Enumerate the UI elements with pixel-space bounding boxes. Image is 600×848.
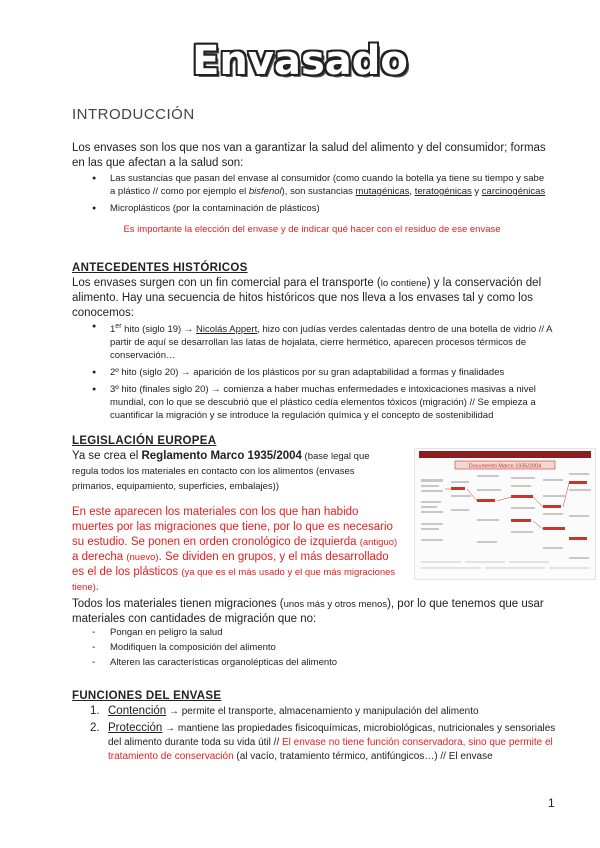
- page-number: 1: [548, 796, 555, 810]
- list-item: - Modifiquen la composición del alimento: [92, 641, 552, 654]
- hitos-list: [92, 320, 552, 426]
- funciones-list: [90, 704, 560, 766]
- section-heading-antecedentes: ANTECEDENTES HISTÓRICOS: [72, 262, 248, 274]
- list-item: ● 2º hito (siglo 20) → aparición de los plásticos por su gran adaptabilidad a formas y finalidades: [92, 366, 552, 379]
- diagram-title: Documento Marco 1935/2004: [468, 463, 542, 470]
- legislacion-red-paragraph: En este aparecen los materiales con los que han habido muertes por las migraciones que tiene, por lo que es necesario su estudio. Se ponen en orden cronológico de izquierda (antiguo) a derecha (nuevo). Se dividen en grupos, y el más desarrollado es el de los plásticos (ya que es el más usado y el que más migraciones tiene).: [72, 506, 398, 593]
- list-item: - Alteren las características organolépticas del alimento: [92, 656, 552, 669]
- list-item: ● Las sustancias que pasan del envase al consumidor (como cuando la botella ya tiene su tiempo y sabe a plástico // como por ejemplo el bisfenol), son sustancias mutagénicas, teratogénicas y carcinogénicas: [92, 172, 552, 198]
- section-heading-funciones: FUNCIONES DEL ENVASE: [72, 690, 222, 702]
- intro-highlight: Es importante la elección del envase y de indicar qué hacer con el residuo de ese envase: [123, 224, 501, 235]
- list-item: 2. Protección → mantiene las propiedades fisicoquímicas, microbiológicas, nutricionales y sensoriales del alimento durante toda su vida útil // El envase no tiene función conservadora, sino que permite el tratamiento de conservación (al vacío, tratamiento térmico, antifúngicos…) // El envase: [90, 722, 556, 762]
- intro-bullets: [92, 172, 552, 219]
- page-title: Envasado: [192, 38, 408, 84]
- migracion-conditions-list: [92, 626, 552, 671]
- migraciones-paragraph: Todos los materiales tienen migraciones (unos más y otros menos), por lo que tenemos que usar materiales con cantidades de migración que no:: [72, 598, 544, 625]
- regulation-diagram-thumbnail: [414, 448, 596, 580]
- intro-paragraph: Los envases son los que nos van a garantizar la salud del alimento y del consumidor; formas en las que afectan a la salud son:: [72, 142, 546, 169]
- list-item: ● 3º hito (finales siglo 20) → comienza a haber muchas enfermedades e intoxicaciones masivas a nivel mundial, con lo que se descubrió que el plástico cedía elementos tóxicos (migración) // Se empieza a cuantificar la migración y se introduce la regulación química y el concepto de sostenibilidad: [92, 383, 552, 422]
- list-item: ● Microplásticos (por la contaminación de plásticos): [92, 202, 552, 215]
- list-item: 1. Contención → permite el transporte, almacenamiento y manipulación del alimento: [90, 705, 479, 717]
- diagram-image: [415, 449, 595, 579]
- intro-heading: INTRODUCCIÓN: [72, 106, 195, 123]
- legislacion-paragraph: Ya se crea el Reglamento Marco 1935/2004 (base legal que regula todos los materiales en contacto con los alimentos (envases primarios, equipamiento, superficies, embalajes)): [72, 450, 370, 492]
- antecedentes-paragraph: Los envases surgen con un fin comercial para el transporte (lo contiene) y la conservación del alimento. Hay una secuencia de hitos históricos que nos lleva a los envases tal y como los conocemos:: [72, 277, 542, 319]
- list-item: ● 1er hito (siglo 19) → Nicolás Appert, hizo con judías verdes calentadas dentro de una botella de vidrio // A partir de aquí se desarrollan las latas de hojalata, cierre hermético, aparecen procesos térmicos de conservación…: [92, 320, 552, 362]
- section-heading-legislacion: LEGISLACIÓN EUROPEA: [72, 435, 217, 447]
- list-item: - Pongan en peligro la salud: [92, 626, 552, 639]
